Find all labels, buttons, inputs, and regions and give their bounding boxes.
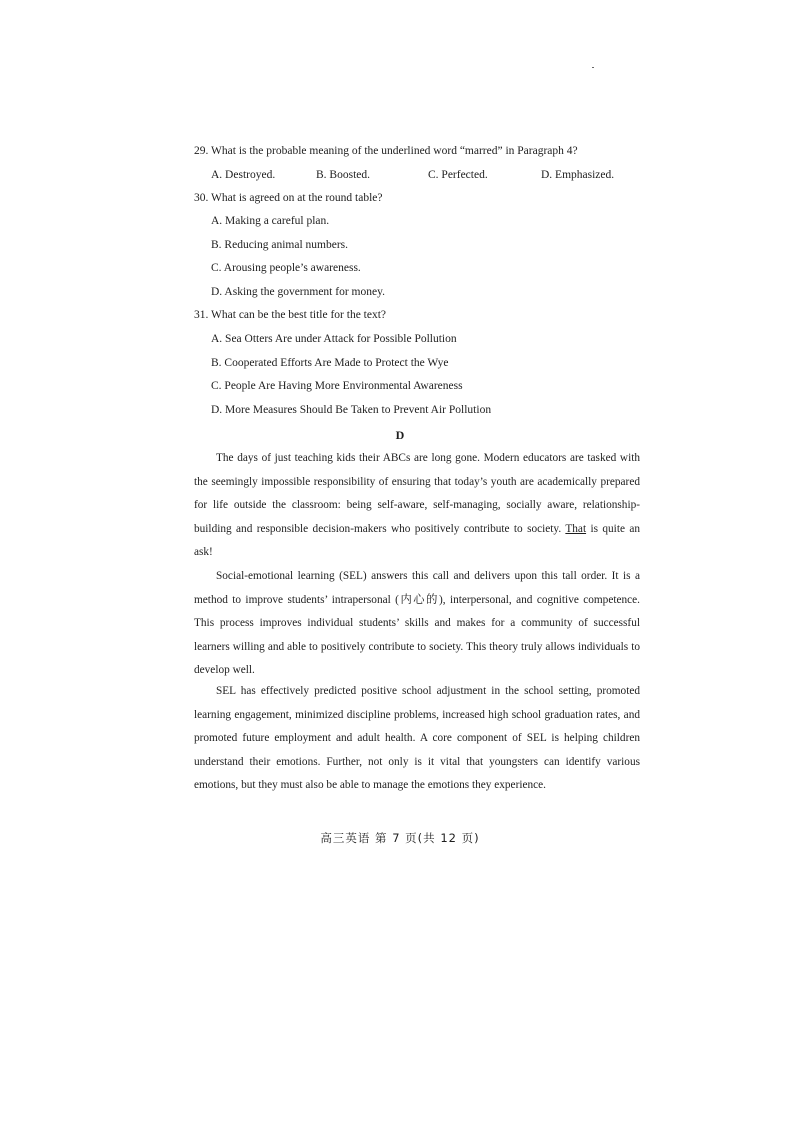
passage-paragraph-2 bbox=[194, 565, 640, 683]
question-30-option-d: D. Asking the government for money. bbox=[211, 286, 385, 298]
page-footer: 高三英语 第 7 页(共 12 页) bbox=[320, 831, 480, 845]
paragraph-3-text: SEL has effectively predicted positive school adjustment in the school setting, promoted learning engagement, minimized discipline problems, increased high school graduation rates, and promoted future employment and adult health. A core component of SEL is helping children understand their emotions. Further, not only is it vital that youngsters can identify various emotions, but they must also be able to manage the emotions they experience. bbox=[194, 685, 640, 792]
question-31-option-b: B. Cooperated Efforts Are Made to Protect the Wye bbox=[211, 357, 449, 369]
question-29-stem: 29. What is the probable meaning of the underlined word “marred” in Paragraph 4? bbox=[194, 145, 578, 157]
passage-paragraph-3 bbox=[194, 680, 640, 798]
section-heading: D bbox=[395, 428, 405, 442]
underlined-word: That bbox=[565, 522, 587, 535]
scan-speck bbox=[592, 67, 594, 68]
paragraph-1-text: The days of just teaching kids their ABCs are long gone. Modern educators are tasked with the seemingly impossible responsibility of ensuring that today’s youth are academically prepared for life outside the classroom: being self-aware, self-managing, socially aware, relationship-building and responsible decision-makers who positively contribute to society. bbox=[194, 452, 640, 535]
question-30-option-b: B. Reducing animal numbers. bbox=[211, 239, 349, 251]
question-31-option-c: C. People Are Having More Environmental Awareness bbox=[211, 380, 463, 392]
paragraph-1-tail: is quite an ask! bbox=[194, 522, 641, 559]
question-29-option-c: C. Perfected. bbox=[428, 169, 488, 181]
question-30-stem: 30. What is agreed on at the round table? bbox=[194, 192, 383, 204]
question-29-option-a: A. Destroyed. bbox=[211, 169, 276, 181]
question-30-option-a: A. Making a careful plan. bbox=[211, 215, 330, 227]
question-31-option-d: D. More Measures Should Be Taken to Prevent Air Pollution bbox=[211, 404, 492, 416]
paragraph-2-text: Social-emotional learning (SEL) answers this call and delivers upon this tall order. It is a method to improve students’ intrapersonal (内心的), interpersonal, and cognitive competence. This process improves individual students’ skills and makes for a community of successful learners willing and able to positively contribute to society. This theory truly allows individuals to develop well. bbox=[194, 570, 640, 677]
passage-paragraph-1 bbox=[194, 447, 640, 565]
question-31-option-a: A. Sea Otters Are under Attack for Possible Pollution bbox=[211, 333, 457, 345]
question-29-option-d: D. Emphasized. bbox=[541, 169, 615, 181]
question-29-option-b: B. Boosted. bbox=[316, 169, 370, 181]
question-31-stem: 31. What can be the best title for the text? bbox=[194, 309, 387, 321]
question-30-option-c: C. Arousing people’s awareness. bbox=[211, 262, 361, 274]
